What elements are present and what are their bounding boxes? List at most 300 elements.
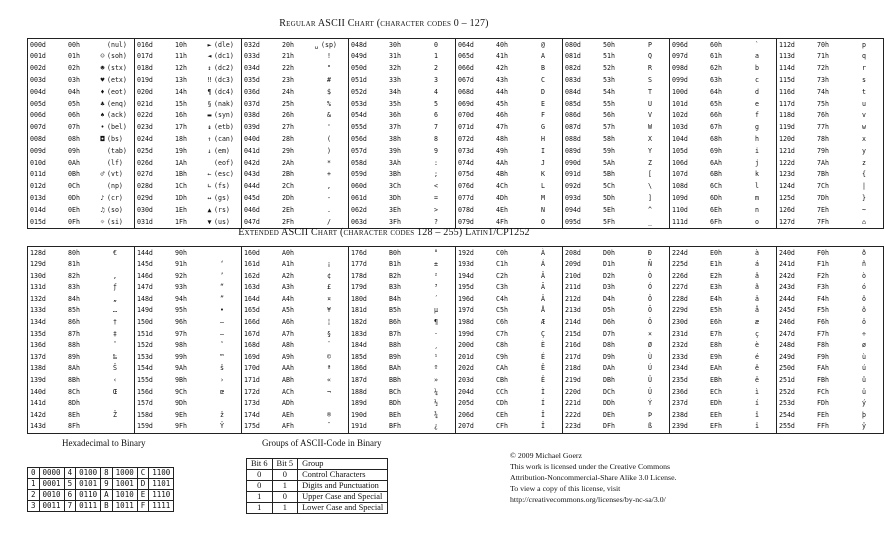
code-hex: 63h — [710, 75, 722, 84]
code-hex: A2h — [282, 271, 294, 280]
code-decimal: 026d — [135, 157, 174, 169]
code-decimal: 037d — [242, 98, 281, 110]
code-symbol: þ — [845, 409, 884, 421]
code-hex: 9Eh — [175, 410, 187, 419]
code-decimal: 241d — [777, 259, 816, 271]
code-symbol — [96, 169, 135, 181]
glyph: $ — [327, 87, 331, 96]
code-hex: B2h — [389, 271, 401, 280]
code-hex: 23h — [282, 75, 294, 84]
code-symbol — [203, 39, 242, 51]
code-hex: BCh — [389, 387, 401, 396]
code-symbol — [417, 169, 456, 181]
code-symbol: ˆ — [96, 340, 135, 352]
code-hex: AEh — [282, 410, 294, 419]
code-symbol — [738, 51, 777, 63]
code-decimal: 082d — [563, 63, 602, 75]
code-decimal: 049d — [349, 51, 388, 63]
code-hex: C8h — [496, 341, 508, 350]
code-decimal: 136d — [28, 340, 67, 352]
code-symbol: ö — [845, 317, 884, 329]
code-hex: 7Ah — [817, 158, 829, 167]
code-decimal: 149d — [135, 305, 174, 317]
code-symbol: õ — [845, 305, 884, 317]
code-hex: F9h — [817, 352, 829, 361]
code-symbol: ¼ — [417, 386, 456, 398]
glyph: ♥ — [100, 75, 105, 84]
license-url[interactable]: http://creativecommons.org/licenses/by-nc-sa/3.0/ — [510, 495, 666, 504]
glyph: ↨ — [207, 123, 212, 132]
glyph: ♠ — [100, 111, 105, 120]
code-hex: 3Eh — [389, 205, 401, 214]
code-hex: A5h — [282, 306, 294, 315]
code-hex: 51h — [603, 52, 615, 61]
code-decimal: 089d — [563, 145, 602, 157]
code-symbol — [738, 145, 777, 157]
hex-digit: B — [101, 501, 113, 512]
license-line-2: Attribution-Noncommercial-Share Alike 3.0 License. — [510, 473, 677, 482]
code-decimal: 139d — [28, 375, 67, 387]
code-decimal: 048d — [349, 39, 388, 51]
code-symbol — [417, 157, 456, 169]
code-symbol — [845, 204, 884, 216]
extended-ascii-table — [27, 246, 884, 434]
code-symbol: » — [417, 375, 456, 387]
code-symbol: Ù — [631, 351, 670, 363]
code-hex: 03h — [68, 75, 80, 84]
code-symbol — [524, 145, 563, 157]
code-hex: 61h — [710, 52, 722, 61]
code-decimal: 109d — [670, 192, 709, 204]
code-decimal: 209d — [563, 259, 602, 271]
code-decimal: 164d — [242, 293, 281, 305]
code-decimal: 030d — [135, 204, 174, 216]
code-hex: 8Ah — [68, 364, 80, 373]
code-decimal: 036d — [242, 86, 281, 98]
code-symbol: Ž — [96, 409, 135, 421]
control-name: (etx) — [107, 75, 127, 84]
code-hex: 86h — [68, 318, 80, 327]
code-symbol: œ — [203, 386, 242, 398]
code-symbol: ¯ — [310, 421, 349, 433]
code-hex: D5h — [603, 306, 615, 315]
code-decimal: 081d — [563, 51, 602, 63]
table-row — [28, 51, 884, 63]
code-hex: E1h — [710, 260, 722, 269]
glyph: 6 — [434, 111, 438, 120]
group-name: Digits and Punctuation — [298, 481, 388, 492]
control-name: (bel) — [107, 123, 127, 132]
code-symbol — [417, 122, 456, 134]
code-hex: DDh — [603, 399, 615, 408]
code-symbol: ‰ — [96, 351, 135, 363]
glyph: * — [327, 158, 331, 167]
code-symbol: ç — [738, 328, 777, 340]
glyph: ¶ — [207, 87, 212, 96]
table-row — [28, 110, 884, 122]
code-decimal: 045d — [242, 192, 281, 204]
code-symbol — [310, 86, 349, 98]
code-decimal: 057d — [349, 145, 388, 157]
code-symbol — [417, 63, 456, 75]
code-symbol: Ó — [631, 282, 670, 294]
code-symbol — [738, 110, 777, 122]
code-hex: 27h — [282, 123, 294, 132]
code-hex: F4h — [817, 294, 829, 303]
code-symbol — [524, 133, 563, 145]
code-decimal: 024d — [135, 133, 174, 145]
code-hex: 55h — [603, 99, 615, 108]
code-symbol: ë — [738, 375, 777, 387]
code-decimal: 220d — [563, 386, 602, 398]
glyph: C — [541, 75, 545, 84]
code-hex: D1h — [603, 260, 615, 269]
code-hex: C6h — [496, 318, 508, 327]
code-symbol: û — [845, 375, 884, 387]
binary-value: 0100 — [76, 468, 101, 479]
code-decimal: 072d — [456, 133, 495, 145]
code-symbol — [203, 51, 242, 63]
code-hex: F8h — [817, 341, 829, 350]
code-symbol: ú — [845, 363, 884, 375]
code-symbol — [524, 74, 563, 86]
hex-digit: A — [101, 490, 113, 501]
code-symbol — [310, 204, 349, 216]
code-decimal: 094d — [563, 204, 602, 216]
glyph: : — [434, 158, 438, 167]
glyph: \ — [648, 182, 652, 191]
table-row — [28, 247, 884, 259]
code-decimal: 183d — [349, 328, 388, 340]
code-decimal: 035d — [242, 74, 281, 86]
code-hex: 37h — [389, 123, 401, 132]
glyph: ▬ — [207, 111, 212, 120]
code-decimal: 181d — [349, 305, 388, 317]
code-symbol — [96, 74, 135, 86]
hex-digit: 3 — [28, 501, 40, 512]
table-row — [28, 490, 174, 501]
code-symbol — [310, 110, 349, 122]
code-decimal: 174d — [242, 409, 281, 421]
glyph: ; — [434, 170, 438, 179]
glyph: ☺ — [100, 52, 105, 61]
binary-value: 1001 — [112, 479, 137, 490]
table-row — [28, 192, 884, 204]
code-decimal: 144d — [135, 247, 174, 259]
code-hex: EFh — [710, 422, 722, 431]
code-symbol — [310, 145, 349, 157]
code-symbol: ¤ — [310, 293, 349, 305]
code-symbol: ‡ — [96, 328, 135, 340]
control-name: (soh) — [107, 52, 127, 61]
code-symbol — [845, 169, 884, 181]
code-decimal: 186d — [349, 363, 388, 375]
code-hex: 3Ah — [389, 158, 401, 167]
code-decimal: 103d — [670, 122, 709, 134]
code-symbol: ‹ — [96, 375, 135, 387]
code-symbol — [96, 86, 135, 98]
code-symbol — [96, 398, 135, 410]
code-hex: 47h — [496, 123, 508, 132]
code-hex: 0Bh — [68, 170, 80, 179]
code-decimal: 008d — [28, 133, 67, 145]
code-hex: 78h — [817, 134, 829, 143]
code-hex: EAh — [710, 364, 722, 373]
code-decimal: 001d — [28, 51, 67, 63]
code-decimal: 052d — [349, 86, 388, 98]
groups-table — [246, 458, 388, 514]
code-symbol — [631, 86, 670, 98]
code-symbol — [96, 110, 135, 122]
code-symbol: ñ — [845, 259, 884, 271]
hex-digit: F — [137, 501, 149, 512]
code-symbol — [524, 122, 563, 134]
code-decimal: 205d — [456, 398, 495, 410]
hex-digit: 8 — [101, 468, 113, 479]
code-decimal: 071d — [456, 122, 495, 134]
code-symbol — [417, 98, 456, 110]
code-symbol: Ö — [631, 317, 670, 329]
code-decimal: 169d — [242, 351, 281, 363]
code-hex: E3h — [710, 283, 722, 292]
glyph: F — [541, 111, 545, 120]
code-decimal: 005d — [28, 98, 67, 110]
code-symbol — [524, 63, 563, 75]
code-hex: 13h — [175, 75, 187, 84]
code-symbol — [203, 247, 242, 259]
code-decimal: 015d — [28, 216, 67, 228]
glyph: ( — [327, 134, 331, 143]
code-decimal: 046d — [242, 204, 281, 216]
code-decimal: 140d — [28, 386, 67, 398]
code-decimal: 229d — [670, 305, 709, 317]
code-symbol — [203, 122, 242, 134]
code-symbol: Ø — [631, 340, 670, 352]
code-symbol: ² — [417, 270, 456, 282]
control-name: (vt) — [107, 170, 123, 179]
code-decimal: 090d — [563, 157, 602, 169]
code-decimal: 125d — [777, 192, 816, 204]
code-decimal: 227d — [670, 282, 709, 294]
hex-digit: 1 — [28, 479, 40, 490]
code-decimal: 092d — [563, 181, 602, 193]
code-hex: 1Ch — [175, 182, 187, 191]
glyph: ? — [434, 217, 438, 226]
code-decimal: 117d — [777, 98, 816, 110]
code-symbol — [524, 157, 563, 169]
control-name: (fs) — [214, 182, 230, 191]
table-row — [28, 409, 884, 421]
code-hex: 69h — [710, 146, 722, 155]
code-decimal: 199d — [456, 328, 495, 340]
code-decimal: 171d — [242, 375, 281, 387]
column-header: Bit 5 — [272, 459, 298, 470]
glyph: R — [648, 64, 652, 73]
code-decimal: 047d — [242, 216, 281, 228]
code-decimal: 250d — [777, 363, 816, 375]
code-symbol — [310, 74, 349, 86]
group-name: Upper Case and Special — [298, 492, 388, 503]
code-symbol: î — [738, 409, 777, 421]
code-hex: A7h — [282, 329, 294, 338]
code-symbol: Á — [524, 259, 563, 271]
code-hex: 8Bh — [68, 376, 80, 385]
code-symbol: Î — [524, 409, 563, 421]
group-name: Control Characters — [298, 470, 388, 481]
code-symbol: ù — [845, 351, 884, 363]
code-symbol: É — [524, 351, 563, 363]
table-row — [28, 293, 884, 305]
glyph: E — [541, 99, 545, 108]
code-symbol: Þ — [631, 409, 670, 421]
glyph: ▲ — [207, 205, 212, 214]
code-symbol: å — [738, 305, 777, 317]
code-decimal: 150d — [135, 317, 174, 329]
table-row — [28, 386, 884, 398]
code-symbol — [203, 157, 242, 169]
code-decimal: 010d — [28, 157, 67, 169]
glyph: g — [755, 123, 759, 132]
binary-value: 0000 — [39, 468, 64, 479]
code-decimal: 246d — [777, 317, 816, 329]
code-symbol: ð — [845, 247, 884, 259]
glyph: , — [327, 182, 331, 191]
code-symbol: ¥ — [310, 305, 349, 317]
code-hex: 54h — [603, 87, 615, 96]
code-symbol: è — [738, 340, 777, 352]
hex-digit: E — [137, 490, 149, 501]
table-row — [28, 468, 174, 479]
code-decimal: 202d — [456, 363, 495, 375]
code-decimal: 204d — [456, 386, 495, 398]
code-hex: 3Bh — [389, 170, 401, 179]
code-hex: 72h — [817, 64, 829, 73]
code-hex: 17h — [175, 123, 187, 132]
glyph: a — [755, 52, 759, 61]
code-hex: 76h — [817, 111, 829, 120]
code-symbol — [310, 192, 349, 204]
code-hex: A0h — [282, 248, 294, 257]
code-symbol: ó — [845, 282, 884, 294]
code-symbol: Ï — [524, 421, 563, 433]
code-symbol: Í — [524, 398, 563, 410]
code-decimal: 251d — [777, 375, 816, 387]
code-hex: 56h — [603, 111, 615, 120]
code-hex: 64h — [710, 87, 722, 96]
code-decimal: 040d — [242, 133, 281, 145]
code-decimal: 085d — [563, 98, 602, 110]
code-hex: FEh — [817, 410, 829, 419]
license-line-3: To view a copy of this license, visit — [510, 484, 621, 493]
code-hex: 07h — [68, 123, 80, 132]
code-hex: CBh — [496, 376, 508, 385]
code-decimal: 091d — [563, 169, 602, 181]
glyph: § — [207, 99, 212, 108]
glyph: 3 — [434, 75, 438, 84]
code-decimal: 156d — [135, 386, 174, 398]
code-hex: 84h — [68, 294, 80, 303]
hex-digit: 0 — [28, 468, 40, 479]
code-symbol — [203, 63, 242, 75]
code-decimal: 102d — [670, 110, 709, 122]
code-decimal: 093d — [563, 192, 602, 204]
code-symbol — [524, 98, 563, 110]
code-decimal: 170d — [242, 363, 281, 375]
code-hex: E5h — [710, 306, 722, 315]
code-hex: F0h — [817, 248, 829, 257]
table-row — [28, 328, 884, 340]
binary-value: 0001 — [39, 479, 64, 490]
code-decimal: 207d — [456, 421, 495, 433]
code-hex: 1Dh — [175, 193, 187, 202]
code-symbol — [96, 122, 135, 134]
glyph: P — [648, 40, 652, 49]
code-decimal: 078d — [456, 204, 495, 216]
code-symbol — [738, 133, 777, 145]
control-name: (us) — [214, 217, 230, 226]
glyph: = — [434, 193, 438, 202]
code-symbol — [310, 98, 349, 110]
code-hex: 21h — [282, 52, 294, 61]
glyph: d — [755, 87, 759, 96]
bit-value: 0 — [272, 470, 298, 481]
code-hex: 19h — [175, 146, 187, 155]
code-symbol: š — [203, 363, 242, 375]
table-row — [28, 204, 884, 216]
code-symbol: ý — [845, 398, 884, 410]
code-hex: 3Dh — [389, 193, 401, 202]
code-symbol — [631, 204, 670, 216]
code-symbol: Ô — [631, 293, 670, 305]
code-hex: 90h — [175, 248, 187, 257]
code-hex: FBh — [817, 376, 829, 385]
code-symbol — [524, 110, 563, 122]
glyph: X — [648, 134, 652, 143]
code-hex: 3Ch — [389, 182, 401, 191]
glyph: ◘ — [100, 134, 105, 143]
code-hex: 53h — [603, 75, 615, 84]
code-decimal: 243d — [777, 282, 816, 294]
code-decimal: 067d — [456, 74, 495, 86]
control-name: (bs) — [107, 134, 123, 143]
code-hex: C9h — [496, 352, 508, 361]
code-hex: A9h — [282, 352, 294, 361]
code-decimal: 114d — [777, 63, 816, 75]
code-decimal: 255d — [777, 421, 816, 433]
code-hex: 6Ch — [710, 182, 722, 191]
binary-value: 0010 — [39, 490, 64, 501]
code-decimal: 088d — [563, 133, 602, 145]
code-hex: 31h — [389, 52, 401, 61]
code-decimal: 143d — [28, 421, 67, 433]
code-hex: B9h — [389, 352, 401, 361]
code-decimal: 211d — [563, 282, 602, 294]
control-name: (np) — [107, 182, 123, 191]
code-hex: CDh — [496, 399, 508, 408]
code-hex: 71h — [817, 52, 829, 61]
glyph: ↔ — [207, 193, 212, 202]
code-hex: 9Ch — [175, 387, 187, 396]
code-hex: AAh — [282, 364, 294, 373]
code-decimal: 101d — [670, 98, 709, 110]
code-decimal: 044d — [242, 181, 281, 193]
group-name: Lower Case and Special — [298, 503, 388, 514]
code-decimal: 217d — [563, 351, 602, 363]
code-decimal: 252d — [777, 386, 816, 398]
code-hex: 74h — [817, 87, 829, 96]
table-row — [28, 181, 884, 193]
code-hex: 40h — [496, 40, 508, 49]
